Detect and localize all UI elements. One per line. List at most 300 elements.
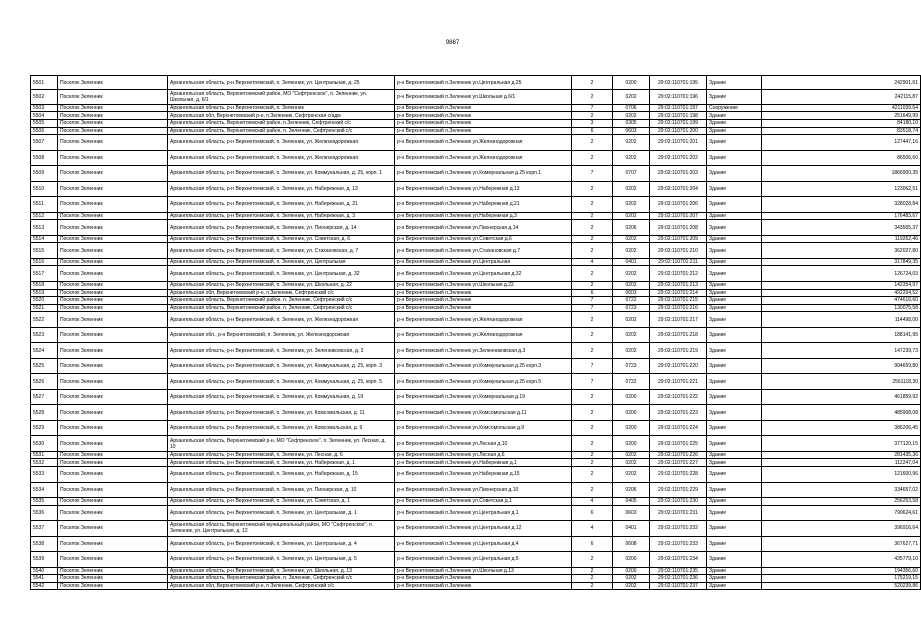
group-code-cell: 2: [572, 575, 613, 583]
page-number: 9887: [445, 40, 460, 46]
address-short-cell: р-н Верхнетоемский п.Зеленник: [395, 119, 572, 127]
group-code-cell: 2: [572, 582, 613, 590]
row-number-cell: 5517: [31, 266, 58, 282]
address-cell: Архангельская область, р-н Верхнетоемский, п. Зеленник, ул. Коммунальная, д. 19: [168, 389, 395, 405]
row-number-cell: 5509: [31, 166, 58, 182]
object-type-cell: Здание: [707, 119, 762, 127]
address-cell: Архангельская область, р-н Верхнетоемский, п. Зеленник, ул. Зеленниковская, д. 3: [168, 343, 395, 359]
settlement-name-cell: Поселок Зеленник: [58, 505, 168, 521]
group-code-cell: 2: [572, 343, 613, 359]
cadastral-value-cell: 367627,71: [762, 536, 921, 552]
settlement-name-cell: Поселок Зеленник: [58, 258, 168, 266]
cadastral-value-cell: 175219,15: [762, 575, 921, 583]
subgroup-code-cell: 0202: [613, 451, 650, 459]
address-short-cell: р-н Верхнетоемский п.Зеленник ул.Коммунальная д.19: [395, 389, 572, 405]
cadastral-number-cell: 29:02:110701:219: [650, 343, 707, 359]
table-row: [31, 459, 921, 467]
row-number-cell: 5506: [31, 127, 58, 135]
cadastral-number-cell: 29:02:110701:224: [650, 420, 707, 436]
address-short-cell: р-н Верхнетоемский п.Зеленник ул.Центральная д.25: [395, 76, 572, 90]
cadastral-value-cell: 121600,96: [762, 467, 921, 483]
settlement-name-cell: Поселок Зеленник: [58, 119, 168, 127]
subgroup-code-cell: 0202: [613, 327, 650, 343]
table-row: [31, 212, 921, 220]
settlement-name-cell: Поселок Зеленник: [58, 567, 168, 575]
subgroup-code-cell: 0202: [613, 575, 650, 583]
group-code-cell: 7: [572, 374, 613, 390]
group-code-cell: 7: [572, 166, 613, 182]
table-row: [31, 197, 921, 213]
table-row: [31, 135, 921, 151]
table-row: [31, 297, 921, 305]
cadastral-number-cell: 29:02:110701:216: [650, 304, 707, 312]
group-code-cell: 2: [572, 420, 613, 436]
table-row: [31, 166, 921, 182]
group-code-cell: 6: [572, 289, 613, 297]
row-number-cell: 5518: [31, 281, 58, 289]
subgroup-code-cell: 0401: [613, 521, 650, 537]
address-cell: Архангельская область, р-н Верхнетоемский, п. Зеленник, ул. Набережная, д. 13: [168, 181, 395, 197]
subgroup-code-cell: 0202: [613, 582, 650, 590]
subgroup-code-cell: 0305: [613, 119, 650, 127]
row-number-cell: 5521: [31, 304, 58, 312]
table-row: [31, 312, 921, 328]
address-short-cell: р-н Верхнетоемский п.Зеленник ул.Набережная д.21: [395, 197, 572, 213]
address-cell: Архангельская область, р-н Верхнетоемский, п. Зеленник, ул. Лесная, д. 6: [168, 451, 395, 459]
address-cell: Архангельская область, Верхнетоемский район, МО "Сефтренское", п. Зеленник, ул. Школьная, д. 6/1: [168, 90, 395, 104]
settlement-name-cell: Поселок Зеленник: [58, 212, 168, 220]
subgroup-code-cell: 0603: [613, 505, 650, 521]
address-short-cell: р-н Верхнетоемский п.Зеленник ул.Зеленниковская д.3: [395, 343, 572, 359]
settlement-name-cell: Поселок Зеленник: [58, 343, 168, 359]
row-number-cell: 5535: [31, 498, 58, 506]
table-row: [31, 521, 921, 537]
subgroup-code-cell: 0706: [613, 104, 650, 112]
subgroup-code-cell: 0603: [613, 127, 650, 135]
settlement-name-cell: Поселок Зеленник: [58, 389, 168, 405]
address-cell: Архангельская область, Верхнетоемский район, п. Зеленник, Сефтренский с/с: [168, 127, 395, 135]
cadastral-value-cell: 84180,10: [762, 119, 921, 127]
settlement-name-cell: Поселок Зеленник: [58, 405, 168, 421]
object-type-cell: Здание: [707, 358, 762, 374]
cadastral-number-cell: 29:02:110701:202: [650, 150, 707, 166]
address-short-cell: р-н Верхнетоемский п.Зеленник: [395, 112, 572, 120]
subgroup-code-cell: 0200: [613, 552, 650, 568]
cadastral-number-cell: 29:02:110701:233: [650, 536, 707, 552]
settlement-name-cell: Поселок Зеленник: [58, 312, 168, 328]
address-cell: Архангельская область, р-н Верхнетоемский, п. Зеленник, ул. Центральная: [168, 258, 395, 266]
cadastral-value-cell: 119262,46: [762, 235, 921, 243]
table-row: [31, 436, 921, 452]
address-short-cell: р-н Верхнетоемский п.Зеленник ул.Железнодорожная: [395, 150, 572, 166]
settlement-name-cell: Поселок Зеленник: [58, 150, 168, 166]
address-cell: Архангельская область, Верхнетоемский район, п. Зеленник, Сефтренский с/с: [168, 297, 395, 305]
cadastral-number-cell: 29:02:110701:218: [650, 327, 707, 343]
group-code-cell: 2: [572, 220, 613, 236]
address-short-cell: р-н Верхнетоемский п.Зеленник ул.Набережная д.3: [395, 212, 572, 220]
group-code-cell: 3: [572, 119, 613, 127]
subgroup-code-cell: 0202: [613, 281, 650, 289]
cadastral-value-cell: 176483,67: [762, 212, 921, 220]
settlement-name-cell: Поселок Зеленник: [58, 374, 168, 390]
cadastral-value-cell: 904659,80: [762, 358, 921, 374]
address-cell: Архангельская область, р-н Верхнетоемский, п. Зеленник, ул. Центральная, д. 32: [168, 266, 395, 282]
settlement-name-cell: Поселок Зеленник: [58, 420, 168, 436]
object-type-cell: Здание: [707, 297, 762, 305]
row-number-cell: 5501: [31, 76, 58, 90]
cadastral-value-cell: 242115,87: [762, 90, 921, 104]
subgroup-code-cell: 0202: [613, 459, 650, 467]
table-row: [31, 90, 921, 104]
cadastral-value-cell: 130075,58: [762, 304, 921, 312]
row-number-cell: 5519: [31, 289, 58, 297]
address-short-cell: р-н Верхнетоемский п.Зеленник ул.Железнодорожная: [395, 135, 572, 151]
address-short-cell: р-н Верхнетоемский п.Зеленник ул.Центральная д.12: [395, 521, 572, 537]
object-type-cell: Здание: [707, 582, 762, 590]
cadastral-value-cell: 126724,03: [762, 266, 921, 282]
subgroup-code-cell: 0202: [613, 197, 650, 213]
table-row: [31, 258, 921, 266]
settlement-name-cell: Поселок Зеленник: [58, 552, 168, 568]
cadastral-number-cell: 29:02:110701:199: [650, 119, 707, 127]
cadastral-number-cell: 29:02:110701:206: [650, 197, 707, 213]
address-short-cell: р-н Верхнетоемский п.Зеленник ул.Железнодорожная: [395, 327, 572, 343]
address-cell: Архангельская область, Верхнетоемский район, п.Зеленник, Сефтренский с/с: [168, 119, 395, 127]
table-row: [31, 482, 921, 498]
cadastral-value-cell: 127447,16: [762, 135, 921, 151]
table-row: [31, 150, 921, 166]
cadastral-value-cell: 362027,80: [762, 243, 921, 259]
object-type-cell: Здание: [707, 467, 762, 483]
subgroup-code-cell: 0200: [613, 76, 650, 90]
group-code-cell: 2: [572, 389, 613, 405]
cadastral-number-cell: 29:02:110701:235: [650, 567, 707, 575]
cadastral-number-cell: 29:02:110701:229: [650, 482, 707, 498]
table-row: [31, 220, 921, 236]
table-row: [31, 405, 921, 421]
table-row: [31, 181, 921, 197]
settlement-name-cell: Поселок Зеленник: [58, 459, 168, 467]
object-type-cell: Здание: [707, 76, 762, 90]
settlement-name-cell: Поселок Зеленник: [58, 266, 168, 282]
object-type-cell: Здание: [707, 243, 762, 259]
object-type-cell: Здание: [707, 552, 762, 568]
address-cell: Архангельская область, р-н Верхнетоемский, п. Зеленник, ул. Стахановская, д. 7: [168, 243, 395, 259]
group-code-cell: 4: [572, 498, 613, 506]
cadastral-value-cell: 343565,37: [762, 220, 921, 236]
cadastral-number-cell: 29:02:110701:200: [650, 127, 707, 135]
address-cell: Архангельская область, р-н Верхнетоемский, п. Зеленник, ул. Советская, д. 1: [168, 498, 395, 506]
object-type-cell: Здание: [707, 150, 762, 166]
object-type-cell: Здание: [707, 451, 762, 459]
table-row: [31, 304, 921, 312]
table-row: [31, 451, 921, 459]
table-row: [31, 112, 921, 120]
subgroup-code-cell: 0200: [613, 420, 650, 436]
cadastral-value-cell: 83518,74: [762, 127, 921, 135]
cadastral-value-cell: 142354,97: [762, 281, 921, 289]
cadastral-value-cell: 790624,61: [762, 505, 921, 521]
address-short-cell: р-н Верхнетоемский п.Зеленник: [395, 575, 572, 583]
subgroup-code-cell: 0202: [613, 343, 650, 359]
cadastral-value-cell: 377120,15: [762, 436, 921, 452]
address-short-cell: р-н Верхнетоемский п.Зеленник ул.Школьная д.6/1: [395, 90, 572, 104]
group-code-cell: 2: [572, 235, 613, 243]
object-type-cell: Здание: [707, 343, 762, 359]
address-short-cell: р-н Верхнетоемский п.Зеленник ул.Коммунальная д.25 корп.3: [395, 358, 572, 374]
address-short-cell: р-н Верхнетоемский п.Зеленник ул.Коммунальная д.25 корп.1: [395, 166, 572, 182]
row-number-cell: 5537: [31, 521, 58, 537]
cadastral-number-cell: 29:02:110701:196: [650, 90, 707, 104]
row-number-cell: 5502: [31, 90, 58, 104]
registry-table: [30, 75, 921, 590]
table-row: [31, 575, 921, 583]
subgroup-code-cell: 0202: [613, 112, 650, 120]
cadastral-number-cell: 29:02:110701:210: [650, 243, 707, 259]
cadastral-number-cell: 29:02:110701:223: [650, 405, 707, 421]
table-row: [31, 281, 921, 289]
object-type-cell: Здание: [707, 304, 762, 312]
settlement-name-cell: Поселок Зеленник: [58, 76, 168, 90]
subgroup-code-cell: 0202: [613, 181, 650, 197]
cadastral-value-cell: 474616,60: [762, 297, 921, 305]
row-number-cell: 5539: [31, 552, 58, 568]
cadastral-value-cell: 334657,02: [762, 482, 921, 498]
group-code-cell: 2: [572, 312, 613, 328]
cadastral-value-cell: 256253,58: [762, 498, 921, 506]
settlement-name-cell: Поселок Зеленник: [58, 451, 168, 459]
row-number-cell: 5542: [31, 582, 58, 590]
subgroup-code-cell: 0202: [613, 467, 650, 483]
address-short-cell: р-н Верхнетоемский п.Зеленник ул.Школьная д.22: [395, 281, 572, 289]
address-short-cell: р-н Верхнетоемский п.Зеленник ул.Лесная д.10: [395, 436, 572, 452]
row-number-cell: 5526: [31, 374, 58, 390]
object-type-cell: Здание: [707, 536, 762, 552]
group-code-cell: 7: [572, 297, 613, 305]
cadastral-number-cell: 29:02:110701:208: [650, 220, 707, 236]
cadastral-value-cell: 112247,04: [762, 459, 921, 467]
address-cell: Архангельская область, Верхнетоемский муниципальный район, МО "Сефтренское", п. Зеленник, ул. Центральная, д. 12: [168, 521, 395, 537]
settlement-name-cell: Поселок Зеленник: [58, 181, 168, 197]
settlement-name-cell: Поселок Зеленник: [58, 166, 168, 182]
address-cell: Архангельская область, р-н Верхнетоемский, п. Зеленник, ул. Коммунальная, д. 25, корп. 5: [168, 374, 395, 390]
group-code-cell: 2: [572, 150, 613, 166]
cadastral-value-cell: 1866900,35: [762, 166, 921, 182]
address-cell: Архангельская область, р-н Верхнетоемский, п. Зеленник, ул. Пионерская, д. 10: [168, 482, 395, 498]
address-cell: Архангельская область, р-н Верхнетоемский, п. Зеленник, ул. Пионерская, д. 14: [168, 220, 395, 236]
row-number-cell: 5507: [31, 135, 58, 151]
cadastral-number-cell: 29:02:110701:217: [650, 312, 707, 328]
address-short-cell: р-н Верхнетоемский п.Зеленник: [395, 104, 572, 112]
cadastral-value-cell: 435779,10: [762, 552, 921, 568]
row-number-cell: 5503: [31, 104, 58, 112]
settlement-name-cell: Поселок Зеленник: [58, 289, 168, 297]
cadastral-value-cell: 461859,92: [762, 389, 921, 405]
object-type-cell: Здание: [707, 212, 762, 220]
object-type-cell: Здание: [707, 567, 762, 575]
subgroup-code-cell: 0608: [613, 536, 650, 552]
address-short-cell: р-н Верхнетоемский п.Зеленник ул.Комсомольская д.9: [395, 420, 572, 436]
row-number-cell: 5541: [31, 575, 58, 583]
object-type-cell: Здание: [707, 235, 762, 243]
address-cell: Архангельская обл, Верхнетоемский р-н, п.Зеленник, Сефтренская с/адм: [168, 112, 395, 120]
row-number-cell: 5520: [31, 297, 58, 305]
row-number-cell: 5536: [31, 505, 58, 521]
subgroup-code-cell: 0200: [613, 405, 650, 421]
cadastral-number-cell: 29:02:110701:211: [650, 258, 707, 266]
subgroup-code-cell: 0723: [613, 304, 650, 312]
group-code-cell: 2: [572, 212, 613, 220]
row-number-cell: 5515: [31, 243, 58, 259]
cadastral-value-cell: 2561118,30: [762, 374, 921, 390]
object-type-cell: Сооружение: [707, 104, 762, 112]
cadastral-value-cell: 123062,51: [762, 181, 921, 197]
group-code-cell: 2: [572, 76, 613, 90]
address-cell: Архангельская область, р-н Верхнетоемский, п. Зеленник, ул. Комсомольская, д. 11: [168, 405, 395, 421]
group-code-cell: 7: [572, 304, 613, 312]
address-cell: Архангельская область, р-н Верхнетоемский, п. Зеленник, ул. Железнодорожная: [168, 135, 395, 151]
address-cell: Архангельская обл, Верхнетоемский р-н, п Зеленник, Сефтренский с/с: [168, 582, 395, 590]
subgroup-code-cell: 0722: [613, 374, 650, 390]
settlement-name-cell: Поселок Зеленник: [58, 467, 168, 483]
object-type-cell: Здание: [707, 281, 762, 289]
object-type-cell: Здание: [707, 258, 762, 266]
settlement-name-cell: Поселок Зеленник: [58, 521, 168, 537]
address-cell: Архангельская область, р-н Верхнетоемский, п. Зеленник, ул. Железнодорожная: [168, 312, 395, 328]
group-code-cell: 2: [572, 327, 613, 343]
object-type-cell: Здание: [707, 505, 762, 521]
cadastral-number-cell: 29:02:110701:225: [650, 436, 707, 452]
cadastral-number-cell: 29:02:110701:236: [650, 575, 707, 583]
address-short-cell: р-н Верхнетоемский п.Зеленник: [395, 297, 572, 305]
group-code-cell: 6: [572, 536, 613, 552]
cadastral-value-cell: 147239,73: [762, 343, 921, 359]
address-cell: Архангельская область, р-н Верхнетоемский, п. Зеленник, ул. Центральная, д. 4: [168, 536, 395, 552]
address-cell: Архангельская область, р-н Верхнетоемский, п. Зеленник: [168, 104, 395, 112]
row-number-cell: 5508: [31, 150, 58, 166]
row-number-cell: 5528: [31, 405, 58, 421]
cadastral-number-cell: 29:02:110701:195: [650, 76, 707, 90]
object-type-cell: Здание: [707, 90, 762, 104]
group-code-cell: 2: [572, 181, 613, 197]
table-row: [31, 119, 921, 127]
address-short-cell: р-н Верхнетоемский п.Зеленник ул.Центральная д.32: [395, 266, 572, 282]
cadastral-number-cell: 29:02:110701:237: [650, 582, 707, 590]
address-short-cell: р-н Верхнетоемский п.Зеленник: [395, 289, 572, 297]
group-code-cell: 2: [572, 467, 613, 483]
group-code-cell: 2: [572, 459, 613, 467]
settlement-name-cell: Поселок Зеленник: [58, 582, 168, 590]
subgroup-code-cell: 0202: [613, 243, 650, 259]
address-short-cell: р-н Верхнетоемский п.Зеленник ул.Стахановская д.7: [395, 243, 572, 259]
cadastral-value-cell: 386206,45: [762, 420, 921, 436]
cadastral-value-cell: 281435,36: [762, 451, 921, 459]
group-code-cell: 2: [572, 482, 613, 498]
cadastral-number-cell: 29:02:110701:197: [650, 104, 707, 112]
row-number-cell: 5524: [31, 343, 58, 359]
settlement-name-cell: Поселок Зеленник: [58, 104, 168, 112]
group-code-cell: 7: [572, 104, 613, 112]
address-short-cell: р-н Верхнетоемский п.Зеленник: [395, 127, 572, 135]
row-number-cell: 5529: [31, 420, 58, 436]
table-row: [31, 567, 921, 575]
address-cell: Архангельская обл, Верхнетоемский р-н, п.Зеленник, Сефтренский с/с: [168, 289, 395, 297]
object-type-cell: Здание: [707, 420, 762, 436]
cadastral-value-cell: 328028,84: [762, 197, 921, 213]
group-code-cell: 2: [572, 451, 613, 459]
subgroup-code-cell: 0200: [613, 567, 650, 575]
object-type-cell: Здание: [707, 266, 762, 282]
subgroup-code-cell: 0603: [613, 289, 650, 297]
group-code-cell: 6: [572, 505, 613, 521]
group-code-cell: 2: [572, 112, 613, 120]
row-number-cell: 5533: [31, 467, 58, 483]
address-short-cell: р-н Верхнетоемский п.Зеленник: [395, 582, 572, 590]
row-number-cell: 5530: [31, 436, 58, 452]
cadastral-number-cell: 29:02:110701:230: [650, 498, 707, 506]
row-number-cell: 5523: [31, 327, 58, 343]
address-cell: Архангельская область, р-н Верхнетоемский, п. Зеленник, ул. Центральная, д. 25: [168, 76, 395, 90]
settlement-name-cell: Поселок Зеленник: [58, 135, 168, 151]
subgroup-code-cell: 0405: [613, 498, 650, 506]
object-type-cell: Здание: [707, 498, 762, 506]
table-row: [31, 498, 921, 506]
row-number-cell: 5505: [31, 119, 58, 127]
cadastral-number-cell: 29:02:110701:214: [650, 289, 707, 297]
row-number-cell: 5527: [31, 389, 58, 405]
object-type-cell: Здание: [707, 166, 762, 182]
object-type-cell: Здание: [707, 374, 762, 390]
group-code-cell: 2: [572, 281, 613, 289]
table-row: [31, 467, 921, 483]
address-cell: Архангельская область, р-н Верхнетоемский, п. Зеленник, ул. Набережная, д. 3: [168, 212, 395, 220]
group-code-cell: 2: [572, 135, 613, 151]
object-type-cell: Здание: [707, 482, 762, 498]
cadastral-number-cell: 29:02:110701:203: [650, 166, 707, 182]
group-code-cell: 4: [572, 521, 613, 537]
object-type-cell: Здание: [707, 312, 762, 328]
address-cell: Архангельская область, Верхнетоемский район, п. Зеленник, Сефтренский с/с: [168, 304, 395, 312]
address-cell: Архангельская область, р-н Верхнетоемский, п. Зеленник, ул. Коммунальная, д. 25, корп. 1: [168, 166, 395, 182]
cadastral-number-cell: 29:02:110701:228: [650, 467, 707, 483]
table-row: [31, 104, 921, 112]
cadastral-value-cell: 251649,99: [762, 112, 921, 120]
object-type-cell: Здание: [707, 181, 762, 197]
subgroup-code-cell: 0206: [613, 220, 650, 236]
object-type-cell: Здание: [707, 405, 762, 421]
subgroup-code-cell: 0200: [613, 389, 650, 405]
subgroup-code-cell: 0722: [613, 297, 650, 305]
subgroup-code-cell: 0206: [613, 482, 650, 498]
address-short-cell: р-н Верхнетоемский п.Зеленник ул.Центральная д.1: [395, 505, 572, 521]
subgroup-code-cell: 0202: [613, 150, 650, 166]
address-cell: Архангельская область, Верхнетоемский район, п. Зеленник, Сефтренский с/с: [168, 575, 395, 583]
row-number-cell: 5514: [31, 235, 58, 243]
object-type-cell: Здание: [707, 389, 762, 405]
subgroup-code-cell: 0202: [613, 135, 650, 151]
cadastral-number-cell: 29:02:110701:232: [650, 521, 707, 537]
settlement-name-cell: Поселок Зеленник: [58, 536, 168, 552]
group-code-cell: 2: [572, 90, 613, 104]
table-row: [31, 289, 921, 297]
address-short-cell: р-н Верхнетоемский п.Зеленник ул.Советская д.6: [395, 235, 572, 243]
cadastral-number-cell: 29:02:110701:220: [650, 358, 707, 374]
group-code-cell: 2: [572, 436, 613, 452]
address-cell: Архангельская область, р-н Верхнетоемский, п. Зеленник, ул. Набережная, д. 15: [168, 467, 395, 483]
cadastral-value-cell: 188141,95: [762, 327, 921, 343]
row-number-cell: 5538: [31, 536, 58, 552]
group-code-cell: 2: [572, 197, 613, 213]
